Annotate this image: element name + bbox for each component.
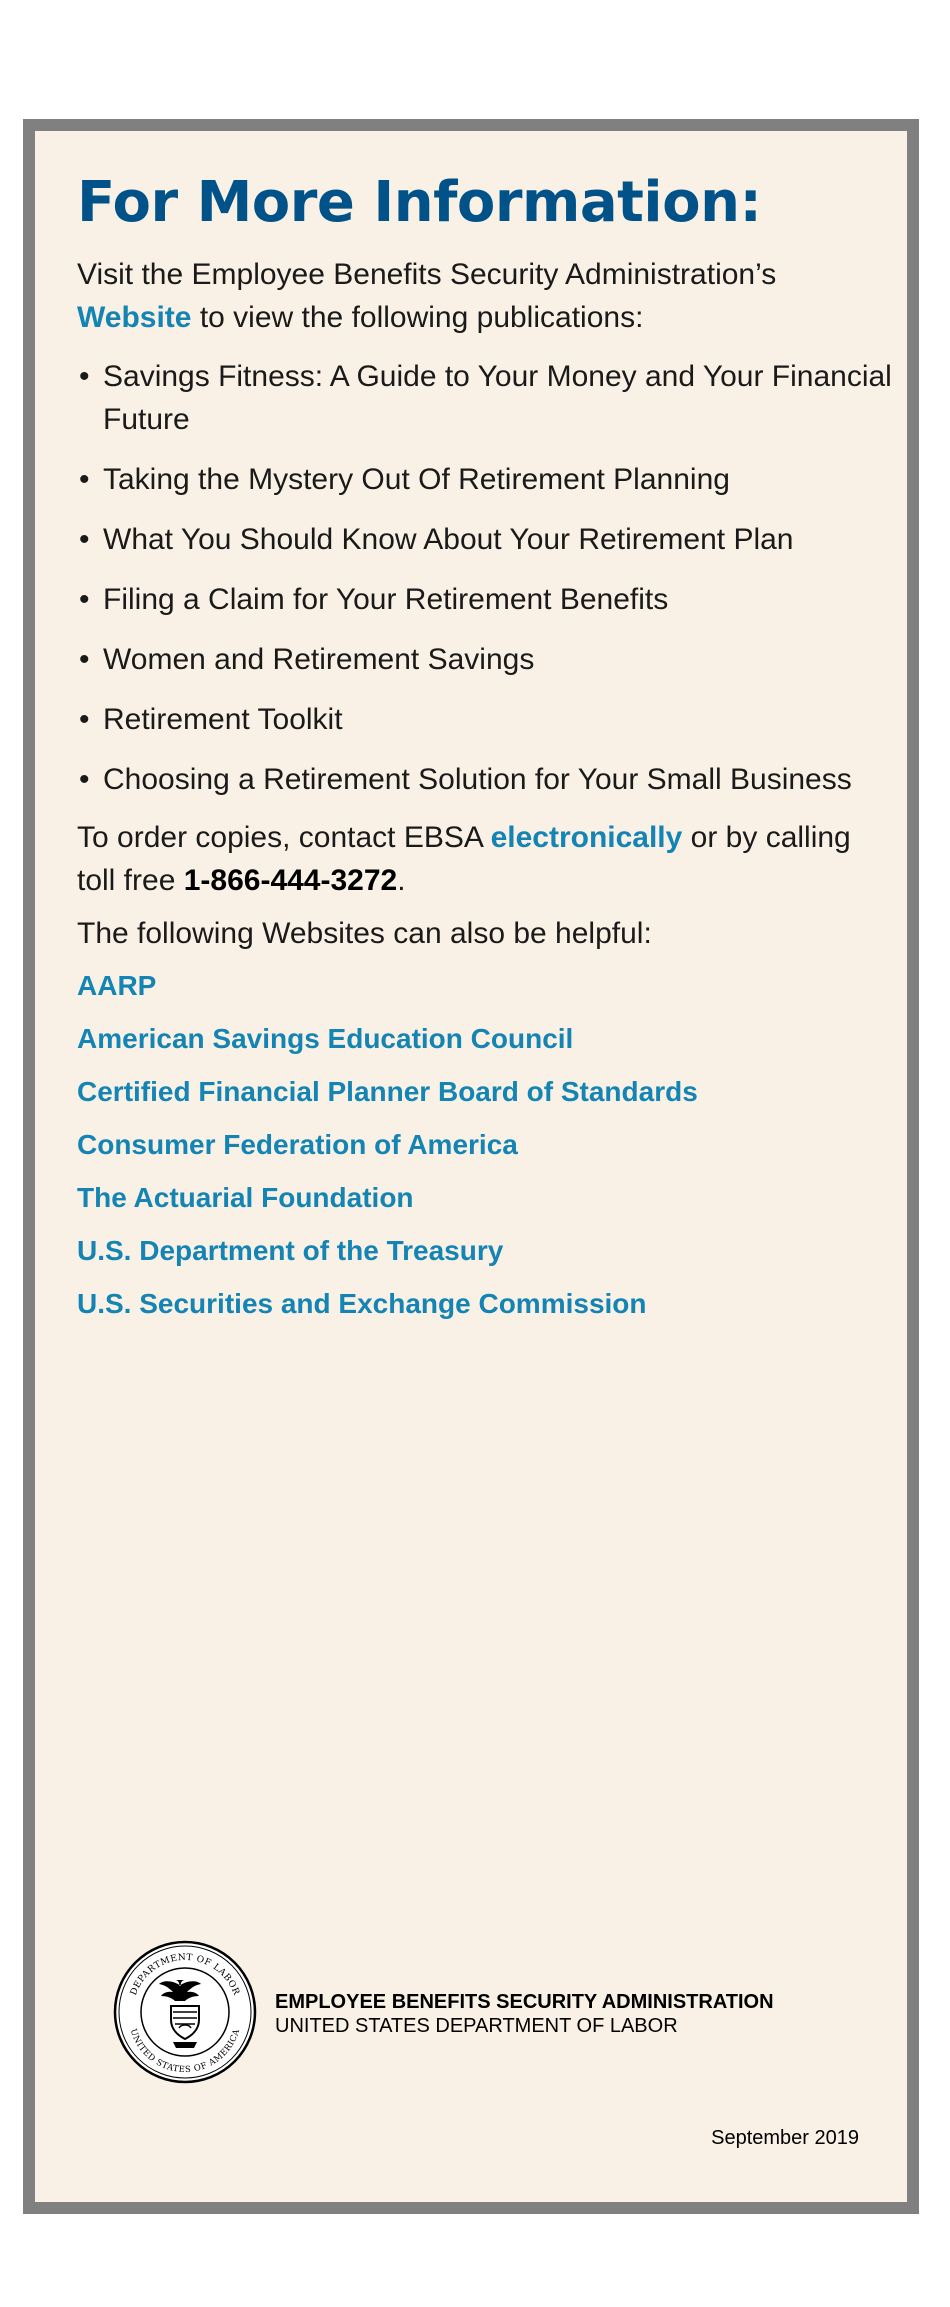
publication-item: • Women and Retirement Savings bbox=[77, 638, 897, 681]
website-link-treasury[interactable]: U.S. Department of the Treasury bbox=[77, 1235, 504, 1266]
department-name: UNITED STATES DEPARTMENT OF LABOR bbox=[275, 2015, 678, 2037]
publication-item: • What You Should Know About Your Retirement Plan bbox=[77, 518, 897, 561]
website-link-sec[interactable]: U.S. Securities and Exchange Commission bbox=[77, 1288, 647, 1319]
websites-list bbox=[77, 969, 897, 1320]
website-link[interactable]: Website bbox=[77, 301, 192, 334]
seal-text-top: DEPARTMENT OF LABOR bbox=[128, 1952, 242, 1997]
publication-item: • Savings Fitness: A Guide to Your Money and Your Financial Future bbox=[77, 355, 897, 441]
publication-item: • Choosing a Retirement Solution for Your Small Business bbox=[77, 758, 897, 801]
order-text-end: . bbox=[397, 864, 406, 897]
order-paragraph bbox=[77, 816, 897, 902]
publication-item: • Retirement Toolkit bbox=[77, 698, 897, 741]
website-link-aarp[interactable]: AARP bbox=[77, 970, 157, 1001]
website-link-cfp-board[interactable]: Certified Financial Planner Board of Standards bbox=[77, 1076, 698, 1107]
website-link-actuarial-foundation[interactable]: The Actuarial Foundation bbox=[77, 1182, 414, 1213]
agency-block bbox=[275, 1990, 774, 2038]
info-panel bbox=[23, 119, 919, 2214]
order-text-middle: or by calling toll free bbox=[77, 821, 851, 897]
phone-number: 1-866-444-3272 bbox=[183, 864, 398, 897]
helpful-websites-intro: The following Websites can also be helpful: bbox=[77, 917, 652, 950]
website-link-cfa[interactable]: Consumer Federation of America bbox=[77, 1129, 518, 1160]
website-link-asec[interactable]: American Savings Education Council bbox=[77, 1023, 574, 1054]
publication-date: September 2019 bbox=[711, 2127, 859, 2149]
footer bbox=[113, 1940, 873, 2090]
order-text-before: To order copies, contact EBSA bbox=[77, 821, 491, 854]
electronically-link[interactable]: electronically bbox=[490, 821, 683, 854]
seal-text-bottom: UNITED STATES OF AMERICA bbox=[127, 2027, 243, 2076]
publications-list bbox=[77, 355, 897, 801]
intro-text-after: to view the following publications: bbox=[191, 301, 644, 334]
page-title: For More Information: bbox=[77, 170, 762, 235]
intro-text-before: Visit the Employee Benefits Security Administration’s bbox=[77, 258, 777, 291]
publication-item: • Taking the Mystery Out Of Retirement Planning bbox=[77, 458, 897, 501]
agency-name: EMPLOYEE BENEFITS SECURITY ADMINISTRATION bbox=[275, 1991, 774, 2013]
department-of-labor-seal-icon bbox=[113, 1940, 257, 2084]
publication-item: • Filing a Claim for Your Retirement Benefits bbox=[77, 578, 897, 621]
intro-paragraph bbox=[77, 253, 897, 339]
panel-content bbox=[77, 171, 897, 1340]
